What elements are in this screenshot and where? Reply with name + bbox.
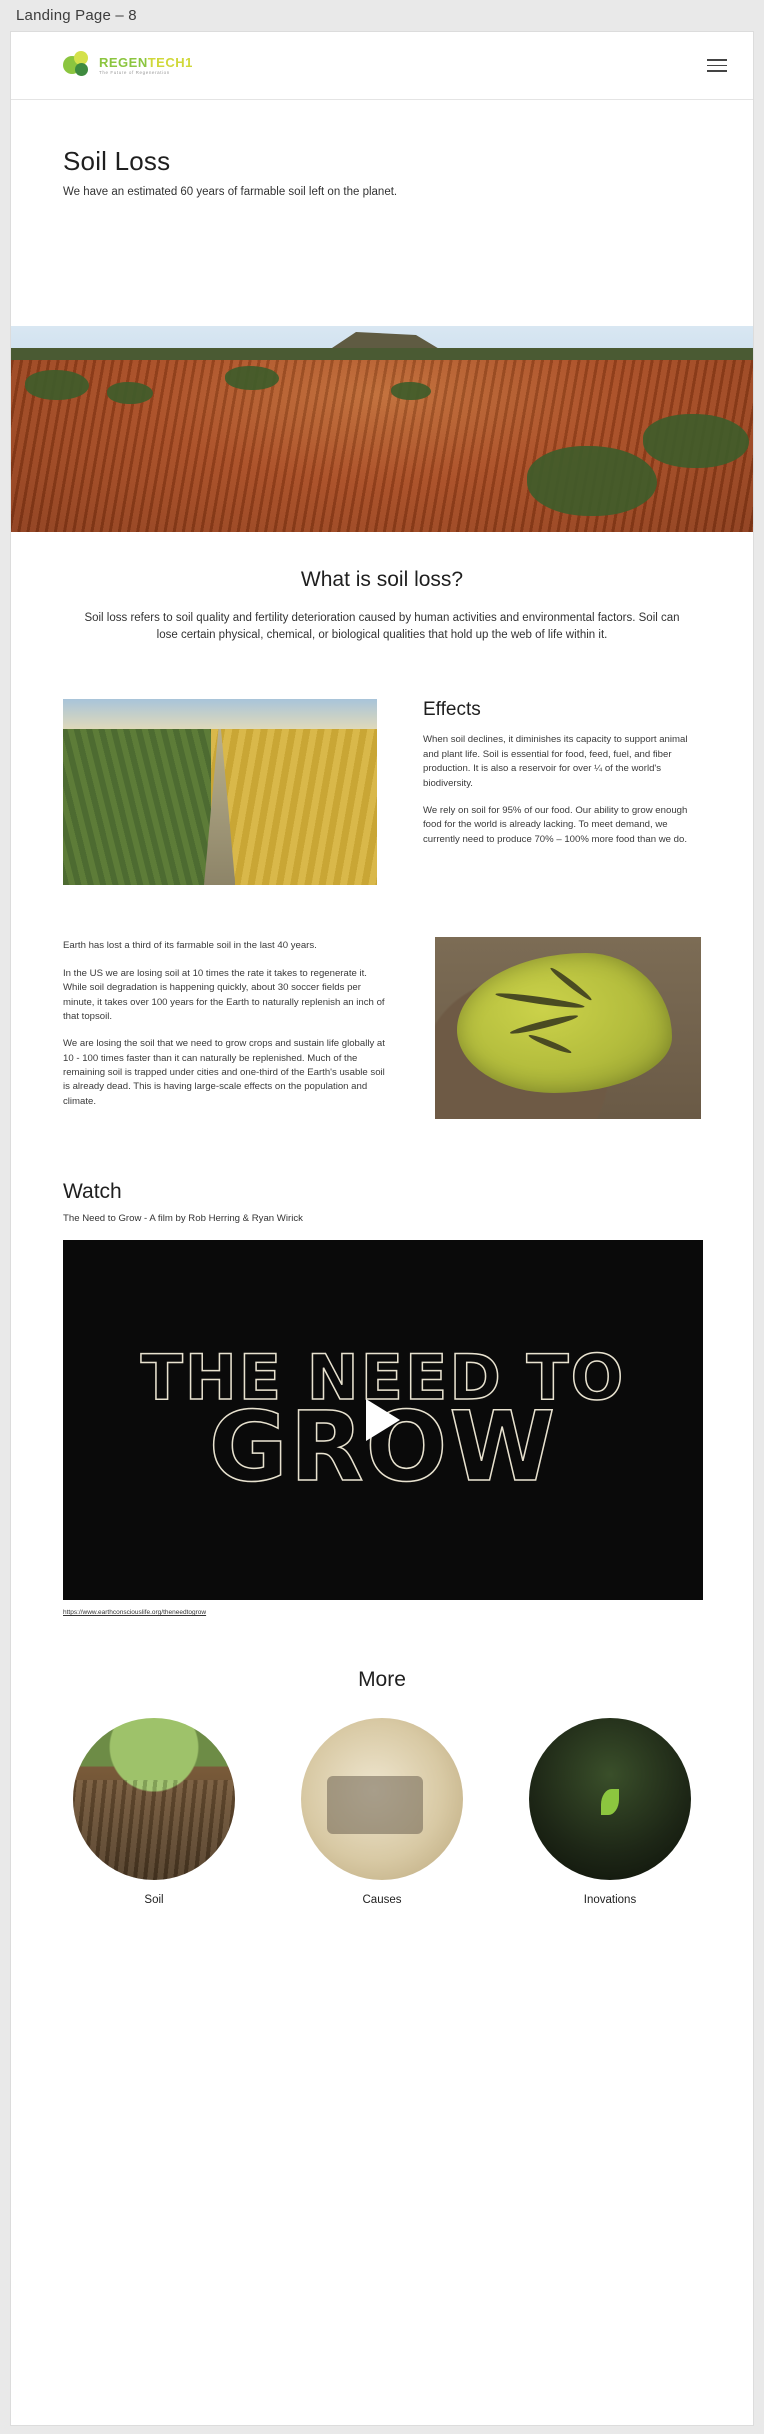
watch-subtitle: The Need to Grow - A film by Rob Herring & Ryan Wirick xyxy=(63,1213,303,1225)
facts-text xyxy=(63,937,389,1122)
more-section xyxy=(11,1616,753,1906)
facts-paragraph-3: We are losing the soil that we need to grow crops and sustain life globally at 10 - 100 times faster than it can naturally be replenished. Much of the remaining soil is trapped under cities and one-third of the Earth's usable soil is already dead. This is having large-scale effects on the population and climate. xyxy=(63,1038,385,1107)
effects-section xyxy=(11,699,753,885)
effects-text xyxy=(423,699,701,860)
hero-section xyxy=(11,100,753,326)
brand-name-part2: TECH xyxy=(147,54,186,70)
intro-section xyxy=(11,532,753,643)
page-viewport xyxy=(10,31,754,2426)
watch-heading: Watch xyxy=(63,1180,122,1204)
facts-paragraph-2: In the US we are losing soil at 10 times the rate it takes to regenerate it. While soil degradation is happening quickly, about 30 soccer fields per minute, it takes over 100 years for the Earth to naturally replenish an inch of that topsoil. xyxy=(63,967,385,1022)
window-title: Landing Page – 8 xyxy=(16,7,137,24)
card-soil[interactable] xyxy=(73,1718,235,1906)
watch-section xyxy=(11,1122,753,1616)
more-heading: More xyxy=(358,1668,406,1692)
brand-logo[interactable] xyxy=(63,51,193,81)
card-inovations-image xyxy=(529,1718,691,1880)
farm-field-image xyxy=(63,699,377,885)
site-header xyxy=(11,32,753,100)
hero-image xyxy=(11,326,753,532)
brand-name-part3: 1 xyxy=(185,54,193,70)
facts-section xyxy=(11,937,753,1122)
hero-bush xyxy=(25,370,89,400)
card-inovations-label: Inovations xyxy=(583,1894,637,1907)
more-cards xyxy=(63,1718,701,1906)
card-soil-label: Soil xyxy=(144,1894,164,1907)
hero-bush xyxy=(107,382,153,404)
leaf-circles-logo-icon xyxy=(63,51,93,81)
window-titlebar xyxy=(0,0,764,31)
video-source-link[interactable]: https://www.earthconsciouslife.org/theneedtogrow xyxy=(63,1609,207,1617)
video-player[interactable] xyxy=(63,1240,703,1600)
card-causes[interactable] xyxy=(301,1718,463,1906)
brand-tagline: The Future of Regeneration xyxy=(99,69,170,75)
effects-heading: Effects xyxy=(423,699,481,721)
hamburger-menu-icon[interactable] xyxy=(707,59,727,72)
hero-bush xyxy=(527,446,657,516)
brand-wordmark xyxy=(99,56,193,76)
card-soil-image xyxy=(73,1718,235,1880)
card-causes-label: Causes xyxy=(362,1894,402,1907)
hero-subtitle: We have an estimated 60 years of farmable soil left on the planet. xyxy=(63,186,398,198)
play-button-icon[interactable] xyxy=(366,1399,400,1441)
effects-paragraph-2: We rely on soil for 95% of our food. Our ability to grow enough food for the world is already lacking. To meet demand, we currently need to produce 70% – 100% more food than we do. xyxy=(423,804,688,845)
effects-paragraph-1: When soil declines, it diminishes its capacity to support animal and plant life. Soil is essential for food, feed, fuel, and fiber production. It is also a reservoir for over ¼ of the world's biodiversity. xyxy=(423,734,688,789)
hero-bush xyxy=(643,414,749,468)
damaged-leaf-image xyxy=(435,937,701,1119)
intro-body: Soil loss refers to soil quality and fertility deterioration caused by human activities and environmental factors. Soil can lose certain physical, chemical, or biological qualities that hold up the web of life within it. xyxy=(84,612,680,641)
card-inovations[interactable] xyxy=(529,1718,691,1906)
brand-name-part1: REGEN xyxy=(99,54,148,70)
video-title-line1: THE NEED TO xyxy=(140,1340,626,1414)
hero-bush xyxy=(225,366,279,390)
page-title: Soil Loss xyxy=(63,146,171,176)
card-causes-image xyxy=(301,1718,463,1880)
video-title-line2: GROW xyxy=(208,1391,558,1504)
hero-bush xyxy=(391,382,431,400)
facts-paragraph-1: Earth has lost a third of its farmable soil in the last 40 years. xyxy=(63,940,317,952)
intro-heading: What is soil loss? xyxy=(300,568,464,591)
